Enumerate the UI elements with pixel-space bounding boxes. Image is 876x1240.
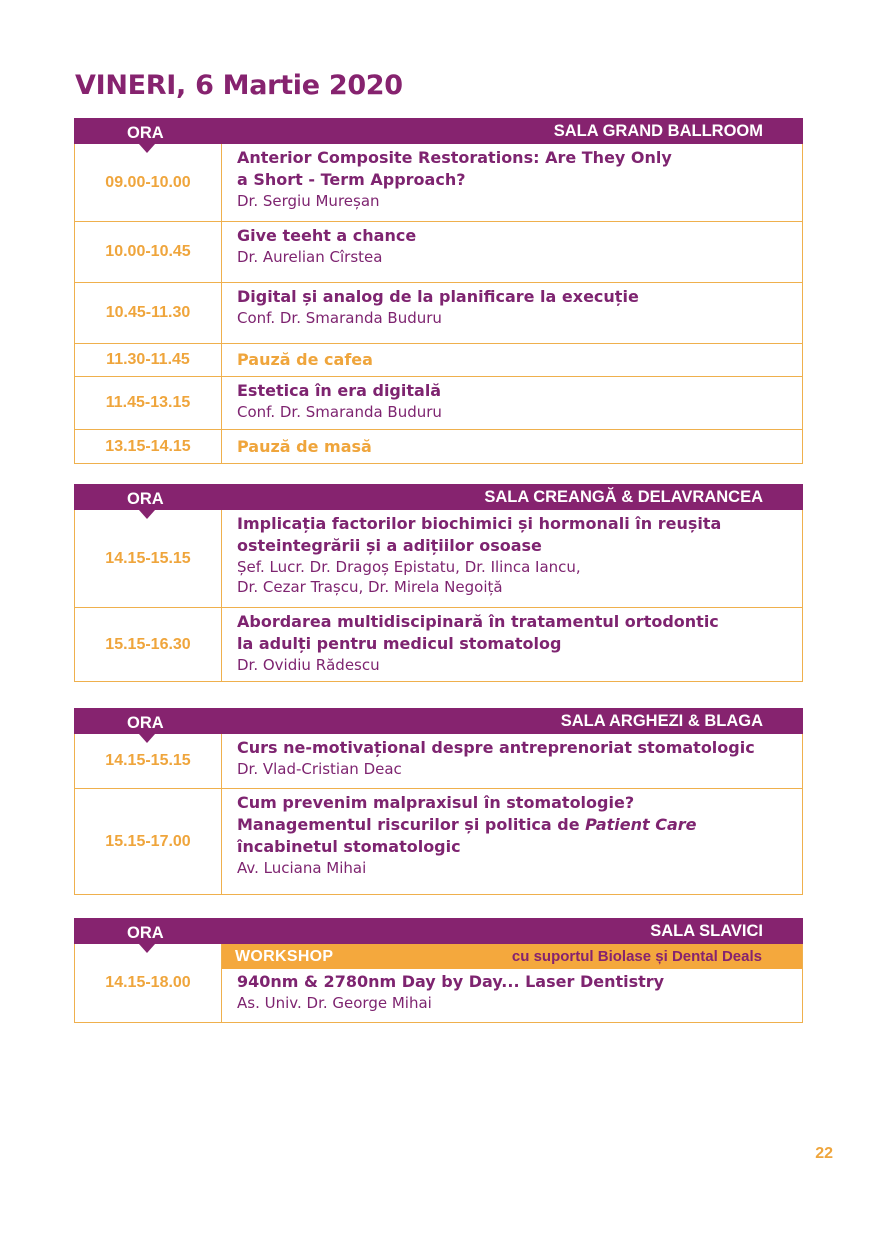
speaker-name: Dr. Aurelian Cîrstea xyxy=(237,248,383,266)
time-slot: 11.45-13.15 xyxy=(75,377,222,429)
time-slot: 10.00-10.45 xyxy=(75,222,222,282)
break-label: Pauză de masă xyxy=(237,436,372,456)
schedule-row xyxy=(75,282,802,343)
session-content xyxy=(222,608,802,681)
session-content xyxy=(222,283,802,343)
schedule-row xyxy=(75,221,802,282)
schedule-row xyxy=(75,607,802,681)
talk-title-line: Curs ne-motivațional despre antreprenoriat stomatologic xyxy=(237,738,755,757)
talk-title-line: Implicația factorilor biochimici și hormonali în reușita xyxy=(237,514,722,533)
session-content xyxy=(222,430,802,463)
session-content xyxy=(222,222,802,282)
talk-title-line: Cum prevenim malpraxisul în stomatologie? xyxy=(237,793,635,812)
speaker-name: As. Univ. Dr. George Mihai xyxy=(237,994,432,1012)
schedule-row xyxy=(75,734,802,788)
session-block xyxy=(74,484,803,682)
room-name: SALA ARGHEZI & BLAGA xyxy=(560,712,763,730)
talk-title-line: Managementul riscurilor și politica de Patient Care xyxy=(237,815,697,834)
talk-title-line: la adulți pentru medicul stomatolog xyxy=(237,634,562,653)
room-name: SALA CREANGĂ & DELAVRANCEA xyxy=(484,488,763,506)
room-name: SALA GRAND BALLROOM xyxy=(553,122,763,140)
page-title: VINERI, 6 Martie 2020 xyxy=(75,70,403,101)
session-header xyxy=(74,708,803,734)
session-content xyxy=(222,377,802,429)
time-column-label: ORA xyxy=(127,714,164,732)
session-content xyxy=(222,510,802,607)
session-content xyxy=(222,344,802,376)
header-pointer-icon xyxy=(139,734,155,743)
workshop-label: WORKSHOP xyxy=(235,948,334,965)
schedule-row xyxy=(75,510,802,607)
speaker-name: Conf. Dr. Smaranda Buduru xyxy=(237,403,442,421)
schedule-row xyxy=(75,376,802,429)
schedule-table xyxy=(74,734,803,895)
workshop-sponsor: cu suportul Biolase și Dental Deals xyxy=(511,948,762,965)
session-content xyxy=(222,944,802,1022)
session-header xyxy=(74,484,803,510)
time-slot: 13.15-14.15 xyxy=(75,430,222,463)
time-slot: 15.15-16.30 xyxy=(75,608,222,681)
session-header xyxy=(74,918,803,944)
talk-title-line: încabinetul stomatologic xyxy=(237,837,461,856)
session-block xyxy=(74,918,803,1023)
schedule-row xyxy=(75,944,802,1022)
time-slot: 15.15-17.00 xyxy=(75,789,222,894)
time-slot: 10.45-11.30 xyxy=(75,283,222,343)
speaker-name: Dr. Ovidiu Rădescu xyxy=(237,656,380,674)
time-slot: 11.30-11.45 xyxy=(75,344,222,376)
time-column-label: ORA xyxy=(127,924,164,942)
speaker-name: Șef. Lucr. Dr. Dragoș Epistatu, Dr. Ilinca Iancu, xyxy=(237,558,581,576)
header-pointer-icon xyxy=(139,944,155,953)
page-number: 22 xyxy=(815,1145,833,1162)
speaker-name: Conf. Dr. Smaranda Buduru xyxy=(237,309,442,327)
speaker-name: Av. Luciana Mihai xyxy=(237,859,367,877)
session-block xyxy=(74,118,803,464)
talk-title-line: a Short - Term Approach? xyxy=(237,170,466,189)
time-slot: 14.15-15.15 xyxy=(75,510,222,607)
session-block xyxy=(74,708,803,895)
schedule-row xyxy=(75,343,802,376)
time-slot: 14.15-18.00 xyxy=(75,944,222,1022)
time-slot: 14.15-15.15 xyxy=(75,734,222,788)
schedule-row xyxy=(75,144,802,221)
talk-title-line: Anterior Composite Restorations: Are They Only xyxy=(237,148,672,167)
workshop-bar xyxy=(222,944,802,969)
talk-title-line: Digital și analog de la planificare la execuție xyxy=(237,287,639,306)
talk-title-line: Abordarea multidiscipinară în tratamentul ortodontic xyxy=(237,612,719,631)
header-pointer-icon xyxy=(139,510,155,519)
time-column-label: ORA xyxy=(127,124,164,142)
break-label: Pauză de cafea xyxy=(237,350,373,369)
session-header xyxy=(74,118,803,144)
talk-title-line: Estetica în era digitală xyxy=(237,381,442,400)
schedule-table xyxy=(74,510,803,682)
talk-title-line: Give teeht a chance xyxy=(237,226,417,245)
speaker-name: Dr. Sergiu Mureșan xyxy=(237,192,380,210)
schedule-table xyxy=(74,944,803,1023)
header-pointer-icon xyxy=(139,144,155,153)
talk-title-line: 940nm & 2780nm Day by Day... Laser Dentistry xyxy=(237,972,665,991)
schedule-row xyxy=(75,429,802,463)
schedule-table xyxy=(74,144,803,464)
schedule-row xyxy=(75,788,802,894)
session-content xyxy=(222,789,802,894)
speaker-name: Dr. Cezar Trașcu, Dr. Mirela Negoiță xyxy=(237,578,503,596)
time-slot: 09.00-10.00 xyxy=(75,144,222,221)
time-column-label: ORA xyxy=(127,490,164,508)
session-content xyxy=(222,734,802,788)
room-name: SALA SLAVICI xyxy=(650,922,763,940)
session-content xyxy=(222,144,802,221)
talk-title-line: osteintegrării și a adițiilor osoase xyxy=(237,536,542,555)
speaker-name: Dr. Vlad-Cristian Deac xyxy=(237,760,402,778)
